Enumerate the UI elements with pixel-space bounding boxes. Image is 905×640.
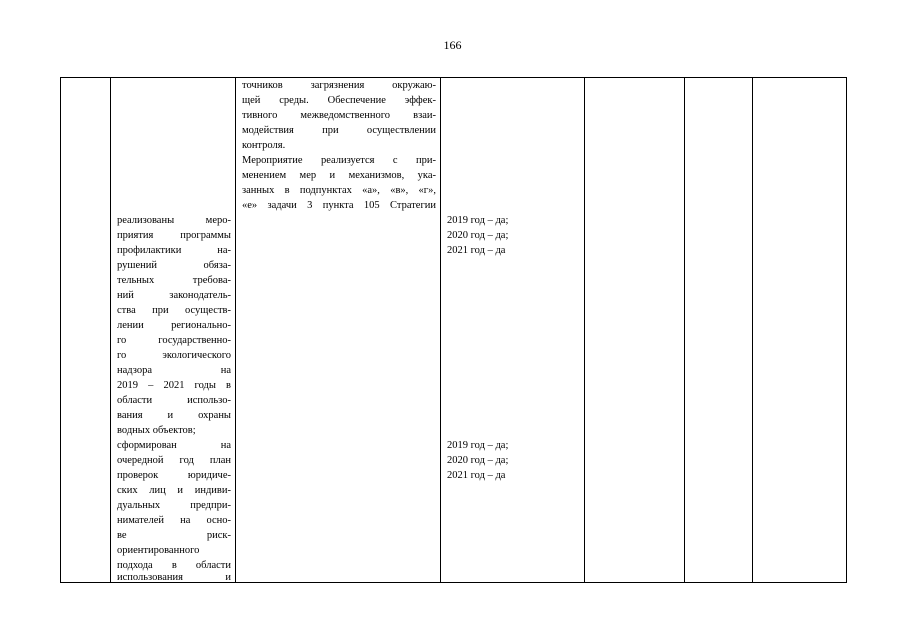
results-line: нимателей на осно- [117,515,231,526]
results-line: вания и охраны [117,410,231,421]
description-line: модействия при осуществлении [242,125,436,136]
description-line: менением мер и механизмов, ука- [242,170,436,181]
description-line: тивного межведомственного взаи- [242,110,436,121]
results-line: го экологического [117,350,231,361]
results-line: дуальных предпри- [117,500,231,511]
results-line: подхода в области [117,560,231,571]
results-line: ства при осуществ- [117,305,231,316]
table-cell-results [111,78,236,583]
results-line: профилактики на- [117,245,231,256]
indicator-line: 2021 год – да [447,245,506,256]
description-line: «е» задачи 3 пункта 105 Стратегии [242,200,436,211]
results-line: рушений обяза- [117,260,231,271]
indicator-line: 2020 год – да; [447,455,509,466]
table-cell-number [61,78,111,583]
results-line: очередной год план [117,455,231,466]
results-line: тельных требова- [117,275,231,286]
results-line: ориентированного [117,545,200,556]
results-line: надзора на [117,365,231,376]
results-line: использования и [117,572,231,583]
table-row [61,78,847,583]
table-cell-empty [585,78,685,583]
results-line: приятия программы [117,230,231,241]
table-cell-indicators [441,78,585,583]
description-line: контроля. [242,140,286,151]
results-line: ний законодатель- [117,290,231,301]
results-line: ских лиц и индиви- [117,485,231,496]
indicator-line: 2021 год – да [447,470,506,481]
results-line: проверок юридиче- [117,470,231,481]
description-line: щей среды. Обеспечение эффек- [242,95,436,106]
document-table [60,77,847,583]
table-cell-empty [685,78,753,583]
results-line: области использо- [117,395,231,406]
indicator-line: 2019 год – да; [447,440,509,451]
indicator-line: 2020 год – да; [447,230,509,241]
results-line: 2019 – 2021 годы в [117,380,231,391]
table-cell-description [236,78,441,583]
results-line: ве риск- [117,530,231,541]
results-line: сформирован на [117,440,231,451]
results-line: лении регионально- [117,320,231,331]
description-line: занных в подпунктах «а», «в», «г», [242,185,436,196]
results-line: водных объектов; [117,425,196,436]
page-number: 166 [443,38,462,52]
table-cell-empty [753,78,847,583]
description-line: точников загрязнения окружаю- [242,80,436,91]
indicator-line: 2019 год – да; [447,215,509,226]
results-line: реализованы меро- [117,215,231,226]
description-line: Мероприятие реализуется с при- [242,155,436,166]
results-line: го государственно- [117,335,231,346]
